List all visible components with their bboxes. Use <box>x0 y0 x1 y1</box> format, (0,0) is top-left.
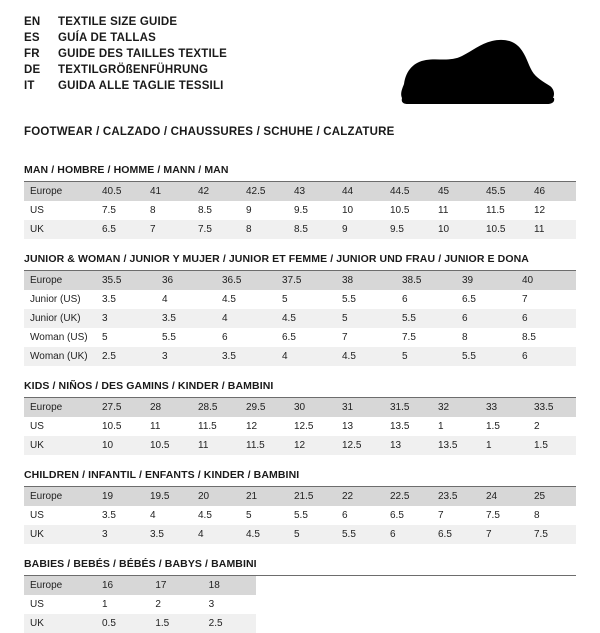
row-label: Europe <box>24 182 96 201</box>
cell: 5.5 <box>396 309 456 328</box>
cell: 3.5 <box>102 510 116 521</box>
cell: 11.5 <box>486 205 505 216</box>
language-row <box>24 80 227 93</box>
language-row <box>24 16 227 29</box>
cell: 12 <box>246 421 258 432</box>
cell: 3 <box>156 347 216 366</box>
cell: 7.5 <box>528 525 576 544</box>
cell: 1.5 <box>486 421 500 432</box>
language-title: GUIDA ALLE TAGLIE TESSILI <box>58 80 224 92</box>
cell: 44.5 <box>384 182 432 201</box>
cell: 6 <box>516 347 576 366</box>
cell: 3 <box>208 599 215 610</box>
cell: 3.5 <box>102 294 116 305</box>
cell: 9 <box>336 220 384 239</box>
cell: 13.5 <box>390 421 410 432</box>
cell: 12.5 <box>336 436 384 455</box>
cell: 31 <box>336 398 384 417</box>
cell: 6 <box>516 309 576 328</box>
cell: 36.5 <box>216 271 276 290</box>
cell: 44 <box>336 182 384 201</box>
table-row <box>24 487 576 506</box>
row-label: US <box>30 421 44 432</box>
section-junior-woman <box>24 253 576 366</box>
cell: 11 <box>192 436 240 455</box>
cell: 5.5 <box>456 347 516 366</box>
cell: 31.5 <box>384 398 432 417</box>
cell-empty <box>309 614 362 633</box>
table-row <box>24 614 576 633</box>
document-header <box>0 0 600 112</box>
table-row <box>24 347 576 366</box>
language-title: GUIDE DES TAILLES TEXTILE <box>58 48 227 60</box>
cell: 22 <box>336 487 384 506</box>
cell: 1.5 <box>149 614 202 633</box>
section-babies <box>24 558 576 633</box>
language-title: TEXTILE SIZE GUIDE <box>58 16 178 28</box>
cell: 43 <box>288 182 336 201</box>
size-table-junior-woman <box>24 271 576 366</box>
cell: 5.5 <box>162 332 176 343</box>
cell: 4 <box>150 510 156 521</box>
cell: 11.5 <box>240 436 288 455</box>
section-title: KIDS / NIÑOS / DES GAMINS / KINDER / BAMBINI <box>24 380 576 398</box>
cell: 8 <box>462 332 468 343</box>
cell-empty <box>416 576 469 595</box>
row-label: US <box>30 205 44 216</box>
cell: 33 <box>480 398 528 417</box>
table-row <box>24 398 576 417</box>
language-row <box>24 48 227 61</box>
cell: 9.5 <box>294 205 308 216</box>
cell: 7 <box>144 220 192 239</box>
cell: 8.5 <box>522 332 536 343</box>
row-label: Europe <box>24 576 96 595</box>
cell: 6 <box>342 510 348 521</box>
cell: 7.5 <box>192 220 240 239</box>
row-label: Junior (US) <box>30 294 81 305</box>
row-label: Woman (US) <box>30 332 88 343</box>
cell: 38.5 <box>396 271 456 290</box>
cell-empty <box>256 576 309 595</box>
table-row <box>24 201 576 220</box>
table-row <box>24 328 576 347</box>
dress-shoe-icon <box>358 32 558 112</box>
row-label: UK <box>24 220 96 239</box>
size-table-kids <box>24 398 576 455</box>
cell: 32 <box>432 398 480 417</box>
cell-empty <box>363 595 416 614</box>
cell-empty <box>416 595 469 614</box>
section-title: BABIES / BEBÉS / BÉBÉS / BABYS / BAMBINI <box>24 558 576 576</box>
table-row <box>24 182 576 201</box>
cell: 45.5 <box>480 182 528 201</box>
row-label: US <box>30 599 44 610</box>
language-title: GUÍA DE TALLAS <box>58 32 156 44</box>
cell: 37.5 <box>276 271 336 290</box>
cell: 16 <box>96 576 149 595</box>
table-row <box>24 436 576 455</box>
cell: 28 <box>144 398 192 417</box>
table-row <box>24 309 576 328</box>
cell: 6.5 <box>282 332 296 343</box>
cell: 38 <box>336 271 396 290</box>
language-code: EN <box>24 16 41 28</box>
cell: 6.5 <box>96 220 144 239</box>
row-label: Europe <box>24 271 96 290</box>
section-title: JUNIOR & WOMAN / JUNIOR Y MUJER / JUNIOR ET FEMME / JUNIOR UND FRAU / JUNIOR E DONA <box>24 253 576 271</box>
table-row <box>24 576 576 595</box>
section-man <box>24 164 576 239</box>
cell: 6 <box>402 294 408 305</box>
cell: 8 <box>534 510 540 521</box>
cell: 0.5 <box>96 614 149 633</box>
cell: 6 <box>456 309 516 328</box>
cell-empty <box>469 614 522 633</box>
language-row <box>24 32 227 45</box>
cell: 40.5 <box>96 182 144 201</box>
cell-empty <box>309 576 362 595</box>
cell: 5 <box>336 309 396 328</box>
cell: 22.5 <box>384 487 432 506</box>
cell: 4.5 <box>222 294 236 305</box>
cell: 1 <box>102 599 108 610</box>
cell: 6 <box>384 525 432 544</box>
cell: 8 <box>150 205 156 216</box>
cell: 6.5 <box>462 294 476 305</box>
cell: 3 <box>96 525 144 544</box>
cell: 3.5 <box>156 309 216 328</box>
cell: 36 <box>156 271 216 290</box>
cell: 10.5 <box>390 205 410 216</box>
cell: 28.5 <box>192 398 240 417</box>
language-code: IT <box>24 80 35 92</box>
row-label: Europe <box>24 487 96 506</box>
size-table-man <box>24 182 576 239</box>
size-table-babies <box>24 576 576 633</box>
cell: 10 <box>96 436 144 455</box>
cell: 6.5 <box>432 525 480 544</box>
cell: 35.5 <box>96 271 156 290</box>
row-label: Europe <box>24 398 96 417</box>
cell: 21.5 <box>288 487 336 506</box>
cell: 40 <box>516 271 576 290</box>
language-code: DE <box>24 64 41 76</box>
cell: 5 <box>288 525 336 544</box>
cell-empty <box>416 614 469 633</box>
table-row <box>24 506 576 525</box>
cell-empty <box>256 595 309 614</box>
cell: 2.5 <box>203 614 256 633</box>
row-label: UK <box>24 436 96 455</box>
cell: 1 <box>438 421 444 432</box>
cell: 11.5 <box>198 421 217 432</box>
row-label: US <box>30 510 44 521</box>
table-row <box>24 290 576 309</box>
cell: 33.5 <box>528 398 576 417</box>
cell: 29.5 <box>240 398 288 417</box>
cell: 2 <box>155 599 161 610</box>
cell-empty <box>523 595 576 614</box>
cell-empty <box>469 576 522 595</box>
cell-empty <box>363 614 416 633</box>
cell-empty <box>523 576 576 595</box>
cell-empty <box>469 595 522 614</box>
table-row <box>24 220 576 239</box>
cell: 13 <box>342 421 354 432</box>
cell: 4.5 <box>336 347 396 366</box>
cell: 7 <box>342 332 348 343</box>
row-label: UK <box>24 614 96 633</box>
cell: 4 <box>162 294 168 305</box>
cell: 4.5 <box>198 510 212 521</box>
cell: 7.5 <box>102 205 116 216</box>
size-tables <box>0 138 600 633</box>
row-label: Junior (UK) <box>24 309 96 328</box>
table-row <box>24 595 576 614</box>
cell: 1.5 <box>528 436 576 455</box>
language-title: TEXTILGRÖßENFÜHRUNG <box>58 64 209 76</box>
language-code: ES <box>24 32 40 44</box>
table-row <box>24 525 576 544</box>
cell: 24 <box>480 487 528 506</box>
cell: 11 <box>438 205 449 216</box>
cell: 7.5 <box>486 510 500 521</box>
cell: 4.5 <box>276 309 336 328</box>
cell: 19 <box>96 487 144 506</box>
cell: 5 <box>282 294 288 305</box>
cell: 30 <box>288 398 336 417</box>
cell: 7 <box>438 510 444 521</box>
row-label: Woman (UK) <box>24 347 96 366</box>
cell: 8.5 <box>288 220 336 239</box>
cell: 21 <box>240 487 288 506</box>
section-title: CHILDREN / INFANTIL / ENFANTS / KINDER / BAMBINI <box>24 469 576 487</box>
row-label: UK <box>24 525 96 544</box>
cell: 3.5 <box>216 347 276 366</box>
cell: 10.5 <box>102 421 122 432</box>
cell: 4 <box>192 525 240 544</box>
cell: 4 <box>216 309 276 328</box>
footwear-category-line: FOOTWEAR / CALZADO / CHAUSSURES / SCHUHE / CALZATURE <box>24 126 395 138</box>
cell: 42 <box>192 182 240 201</box>
cell-empty <box>363 576 416 595</box>
cell: 3 <box>96 309 156 328</box>
table-row <box>24 417 576 436</box>
cell: 11 <box>150 421 161 432</box>
language-title-list <box>24 16 227 93</box>
cell-empty <box>523 614 576 633</box>
cell: 4.5 <box>240 525 288 544</box>
cell: 12 <box>288 436 336 455</box>
table-row <box>24 271 576 290</box>
section-kids <box>24 380 576 455</box>
cell: 6 <box>222 332 228 343</box>
cell: 10.5 <box>144 436 192 455</box>
cell: 5 <box>396 347 456 366</box>
cell: 5 <box>102 332 108 343</box>
cell: 2 <box>534 421 540 432</box>
cell: 7 <box>522 294 528 305</box>
cell: 10.5 <box>480 220 528 239</box>
cell: 4 <box>276 347 336 366</box>
cell: 19.5 <box>144 487 192 506</box>
cell: 7 <box>480 525 528 544</box>
cell: 13.5 <box>432 436 480 455</box>
cell: 5.5 <box>294 510 308 521</box>
cell: 8 <box>240 220 288 239</box>
cell: 10 <box>432 220 480 239</box>
cell: 9.5 <box>384 220 432 239</box>
cell: 20 <box>192 487 240 506</box>
cell: 27.5 <box>96 398 144 417</box>
cell: 23.5 <box>432 487 480 506</box>
cell: 13 <box>384 436 432 455</box>
cell: 41 <box>144 182 192 201</box>
cell: 5.5 <box>342 294 356 305</box>
cell: 25 <box>528 487 576 506</box>
cell: 5.5 <box>336 525 384 544</box>
cell-empty <box>309 595 362 614</box>
cell: 12.5 <box>294 421 314 432</box>
size-table-children <box>24 487 576 544</box>
language-code: FR <box>24 48 40 60</box>
cell: 12 <box>534 205 546 216</box>
cell: 45 <box>432 182 480 201</box>
cell: 42.5 <box>240 182 288 201</box>
cell: 2.5 <box>96 347 156 366</box>
cell-empty <box>256 614 309 633</box>
cell: 5 <box>246 510 252 521</box>
cell: 46 <box>528 182 576 201</box>
cell: 6.5 <box>390 510 404 521</box>
section-title: MAN / HOMBRE / HOMME / MANN / MAN <box>24 164 576 182</box>
cell: 7.5 <box>402 332 416 343</box>
cell: 39 <box>456 271 516 290</box>
cell: 18 <box>203 576 256 595</box>
cell: 17 <box>149 576 202 595</box>
cell: 3.5 <box>144 525 192 544</box>
cell: 10 <box>342 205 354 216</box>
section-children <box>24 469 576 544</box>
cell: 1 <box>480 436 528 455</box>
cell: 9 <box>246 205 252 216</box>
cell: 11 <box>528 220 576 239</box>
language-row <box>24 64 227 77</box>
cell: 8.5 <box>198 205 212 216</box>
